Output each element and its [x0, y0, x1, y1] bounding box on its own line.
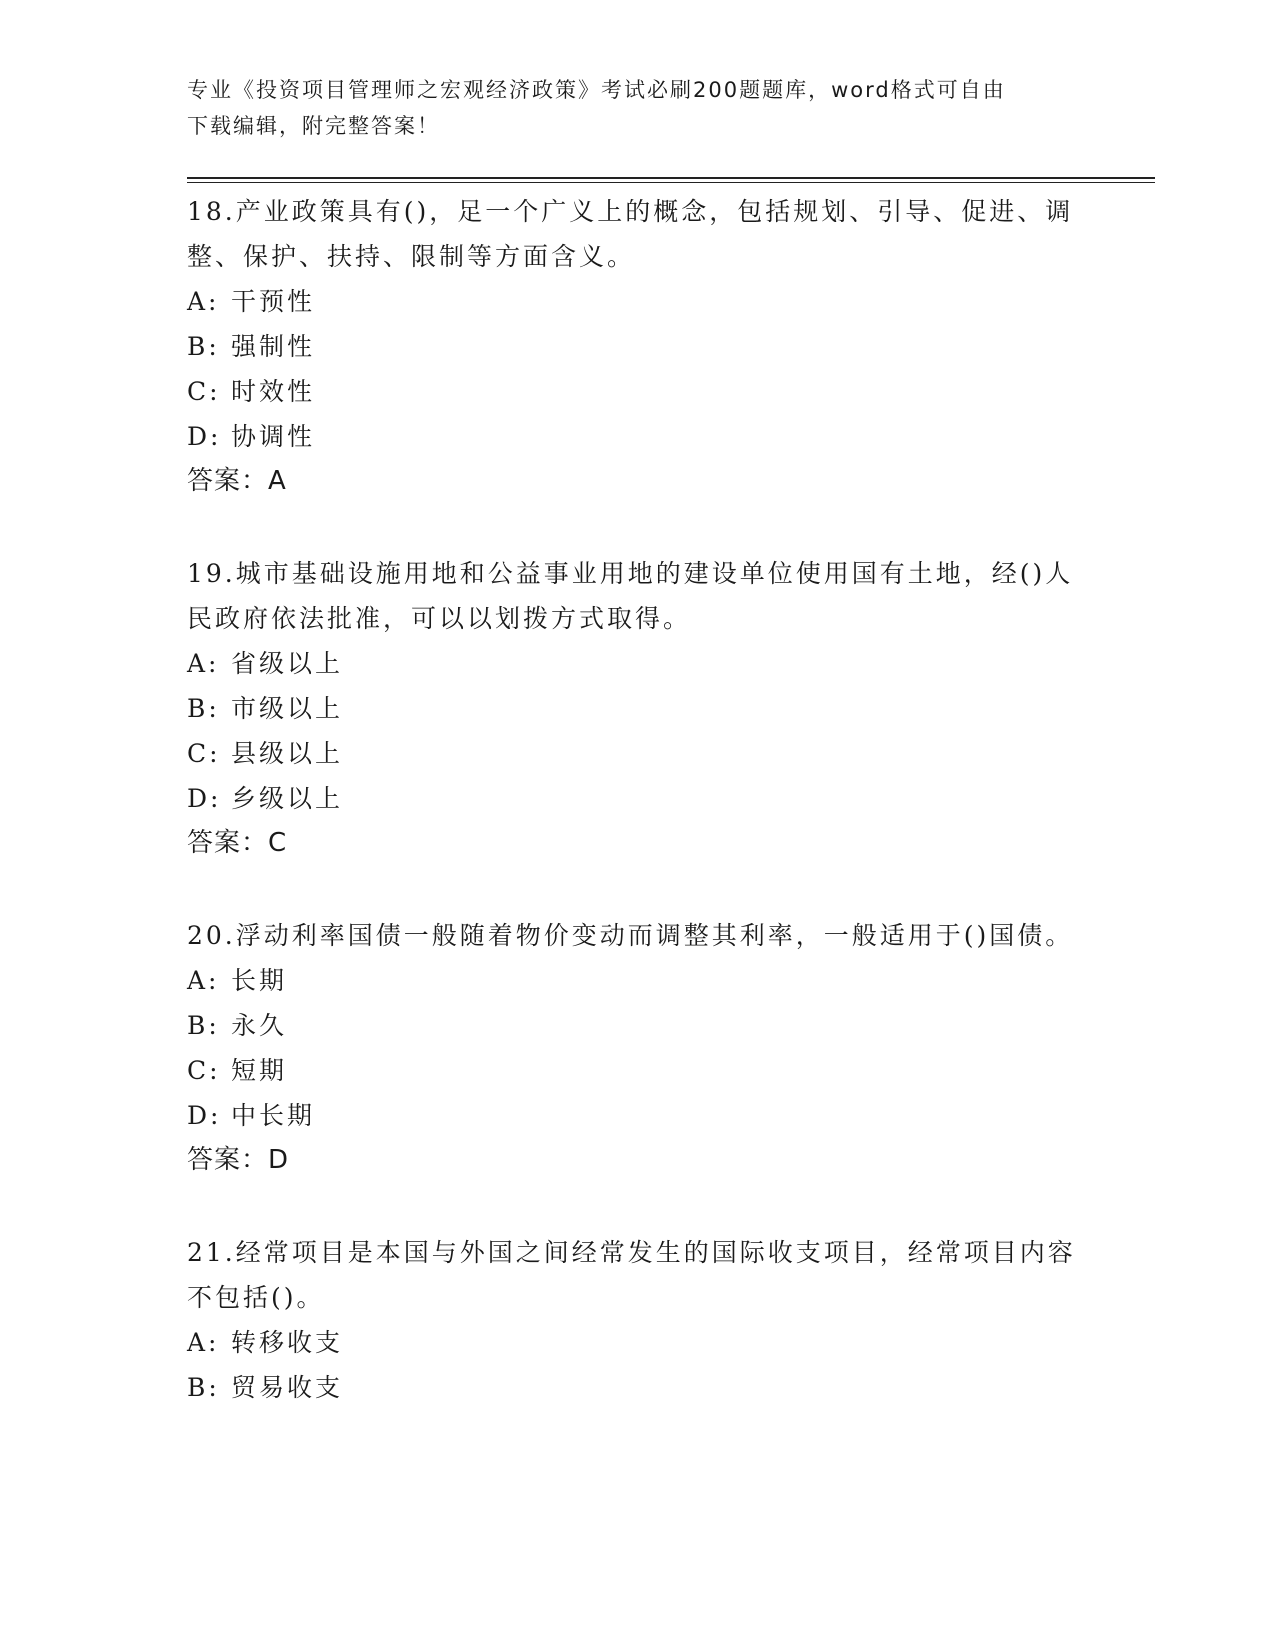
document-header [187, 72, 1067, 144]
answer-line: 答案：C [187, 828, 288, 858]
option-text: 省级以上 [231, 649, 344, 678]
option-letter: B: [187, 694, 220, 723]
option-b [187, 324, 1077, 369]
option-d [187, 1093, 1077, 1138]
option-a [187, 279, 1077, 324]
option-text: 协调性 [231, 422, 316, 451]
option-text: 时效性 [231, 377, 316, 406]
option-text: 贸易收支 [231, 1373, 344, 1402]
option-letter: B: [187, 1011, 220, 1040]
option-text: 强制性 [231, 332, 316, 361]
option-b [187, 686, 1077, 731]
option-letter: A: [187, 966, 220, 995]
question-list [187, 189, 1077, 1457]
answer-line: 答案：A [187, 466, 287, 496]
option-d [187, 414, 1077, 459]
option-a [187, 958, 1077, 1003]
option-letter: D: [187, 784, 222, 813]
header-divider-top [187, 177, 1155, 179]
option-letter: A: [187, 287, 220, 316]
option-b [187, 1365, 1077, 1410]
option-text: 乡级以上 [231, 784, 344, 813]
option-text: 长期 [231, 966, 288, 995]
option-text: 县级以上 [231, 739, 344, 768]
option-letter: D: [187, 422, 222, 451]
option-text: 转移收支 [231, 1328, 344, 1357]
question-text: 19.城市基础设施用地和公益事业用地的建设单位使用国有土地，经()人民政府依法批准，可以以划拨方式取得。 [187, 559, 1074, 633]
option-letter: C: [187, 739, 221, 768]
option-b [187, 1003, 1077, 1048]
option-letter: A: [187, 649, 220, 678]
option-text: 短期 [231, 1056, 288, 1085]
option-text: 永久 [231, 1011, 288, 1040]
option-letter: B: [187, 1373, 220, 1402]
option-letter: B: [187, 332, 220, 361]
question-text: 20.浮动利率国债一般随着物价变动而调整其利率，一般适用于()国债。 [187, 921, 1074, 950]
option-a [187, 641, 1077, 686]
question-18 [187, 189, 1077, 504]
question-19 [187, 551, 1077, 866]
option-a [187, 1320, 1077, 1365]
question-text: 21.经常项目是本国与外国之间经常发生的国际收支项目，经常项目内容不包括()。 [187, 1238, 1076, 1312]
option-letter: D: [187, 1101, 222, 1130]
option-c [187, 369, 1077, 414]
question-text: 18.产业政策具有()，足一个广义上的概念，包括规划、引导、促进、调整、保护、扶持、限制等方面含义。 [187, 197, 1074, 271]
question-20 [187, 913, 1077, 1183]
option-text: 干预性 [231, 287, 316, 316]
option-text: 中长期 [231, 1101, 316, 1130]
header-divider-bottom [187, 182, 1155, 183]
option-letter: C: [187, 1056, 221, 1085]
header-line-2: 下载编辑，附完整答案！ [187, 114, 440, 138]
option-c [187, 1048, 1077, 1093]
option-d [187, 776, 1077, 821]
option-letter: A: [187, 1328, 220, 1357]
answer-line: 答案：D [187, 1145, 290, 1175]
question-21 [187, 1230, 1077, 1410]
option-text: 市级以上 [231, 694, 344, 723]
option-c [187, 731, 1077, 776]
header-line-1: 专业《投资项目管理师之宏观经济政策》考试必刷200题题库，word格式可自由 [187, 78, 1006, 102]
option-letter: C: [187, 377, 221, 406]
